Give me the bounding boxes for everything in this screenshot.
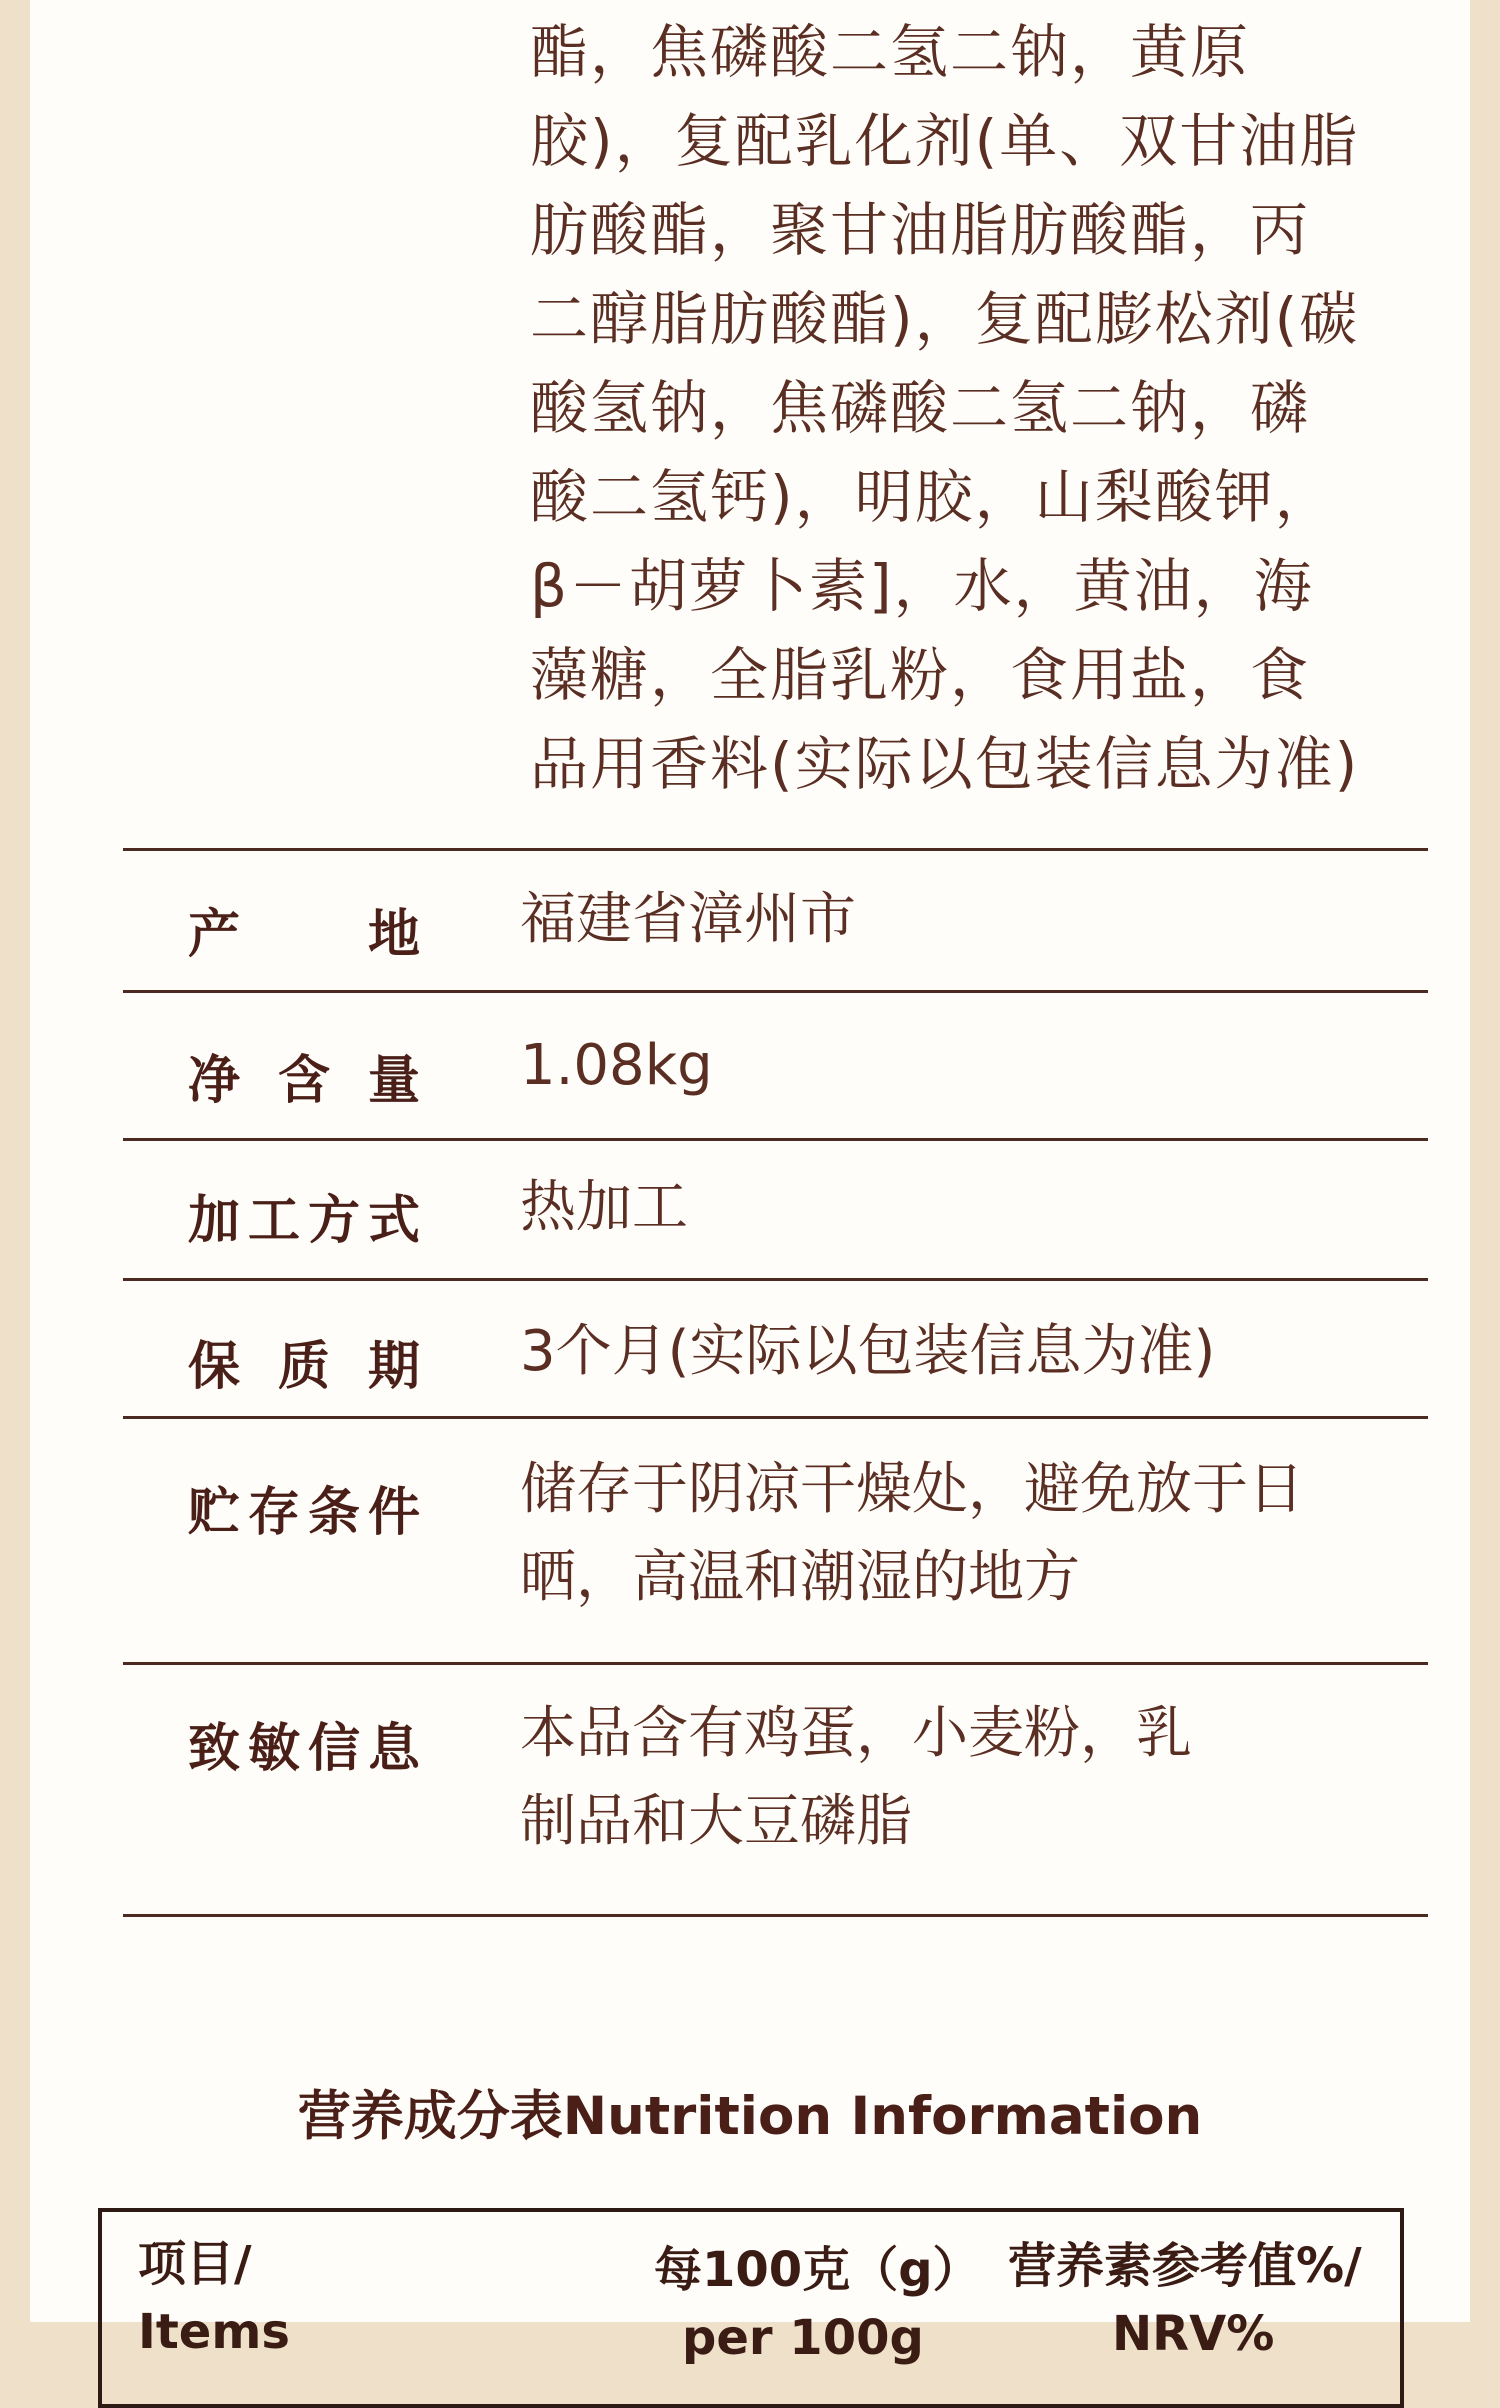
nutrition-header-nrv-sub: NRV% (1112, 2306, 1275, 2362)
info-value-net-content: 1.08kg (520, 1033, 713, 1098)
value-line: 储存于阴凉干燥处，避免放于日 (520, 1457, 1304, 1522)
nutrition-header-item: 项目/ (138, 2236, 252, 2292)
info-value-processing: 热加工 (520, 1175, 688, 1240)
nutrition-header-item-sub: Items (138, 2304, 290, 2360)
label-char: 量 (367, 1051, 420, 1111)
label-char: 加 (188, 1191, 241, 1251)
info-value-storage (520, 1446, 1400, 1622)
info-value-shelf-life: 3个月(实际以包装信息为准) (520, 1319, 1216, 1384)
info-row-processing (123, 1142, 1428, 1278)
product-info-panel (30, 0, 1470, 2322)
nutrition-header-per100: 每100克（g） (654, 2242, 981, 2298)
info-row-net-content (123, 994, 1428, 1138)
divider (123, 1278, 1428, 1281)
value-line: 晒，高温和潮湿的地方 (520, 1545, 1080, 1610)
nutrition-table (98, 2208, 1404, 2408)
info-label-origin (188, 892, 420, 967)
info-label-allergen (188, 1706, 420, 1781)
label-char: 工 (247, 1191, 300, 1251)
label-char: 质 (277, 1337, 330, 1397)
value-line: 本品含有鸡蛋，小麦粉，乳 (520, 1701, 1192, 1766)
label-char: 含 (277, 1051, 330, 1111)
label-char: 地 (367, 905, 420, 965)
info-value-origin: 福建省漳州市 (520, 887, 856, 952)
label-char: 产 (188, 905, 241, 965)
ingredients-text: 酯，焦磷酸二氢二钠，黄原 胶)，复配乳化剂(单、双甘油脂 肪酸酯，聚甘油脂肪酸酯，丙 二醇脂肪酸酯)，复配膨松剂(碳 酸氢钠，焦磷酸二氢二钠，磷 酸二氢钙)，明胶，山梨酸钾， β－胡萝卜素]，水，黄油，海 藻糖，全脂乳粉，食用盐，食 品用香料(实际以包装信息为准) (530, 18, 1360, 798)
label-char: 方 (307, 1191, 360, 1251)
label-char: 式 (367, 1191, 420, 1251)
info-row-storage (123, 1420, 1428, 1662)
divider (123, 990, 1428, 993)
info-label-storage (188, 1470, 420, 1545)
label-char: 件 (367, 1483, 420, 1543)
divider (123, 1416, 1428, 1419)
info-value-allergen (520, 1690, 1400, 1866)
label-char: 信 (307, 1719, 360, 1779)
nutrition-header-nrv: 营养素参考值%/ (1008, 2238, 1362, 2294)
info-row-origin (123, 852, 1428, 992)
label-char: 致 (188, 1719, 241, 1779)
divider (123, 1914, 1428, 1917)
label-char: 存 (247, 1483, 300, 1543)
label-char: 期 (367, 1337, 420, 1397)
divider (123, 1138, 1428, 1141)
info-label-processing (188, 1178, 420, 1253)
label-char: 净 (188, 1051, 241, 1111)
label-char: 保 (188, 1337, 241, 1397)
divider (123, 848, 1428, 851)
info-label-net-content (188, 1038, 420, 1113)
label-char: 贮 (188, 1483, 241, 1543)
info-row-shelf-life (123, 1282, 1428, 1418)
nutrition-header-per100-sub: per 100g (682, 2310, 924, 2366)
divider (123, 1662, 1428, 1665)
nutrition-title: 营养成分表Nutrition Information (297, 2086, 1203, 2147)
value-line: 制品和大豆磷脂 (520, 1789, 912, 1854)
label-char: 条 (307, 1483, 360, 1543)
label-char: 敏 (247, 1719, 300, 1779)
info-row-allergen (123, 1666, 1428, 1916)
info-label-shelf-life (188, 1324, 420, 1399)
label-char: 息 (367, 1719, 420, 1779)
